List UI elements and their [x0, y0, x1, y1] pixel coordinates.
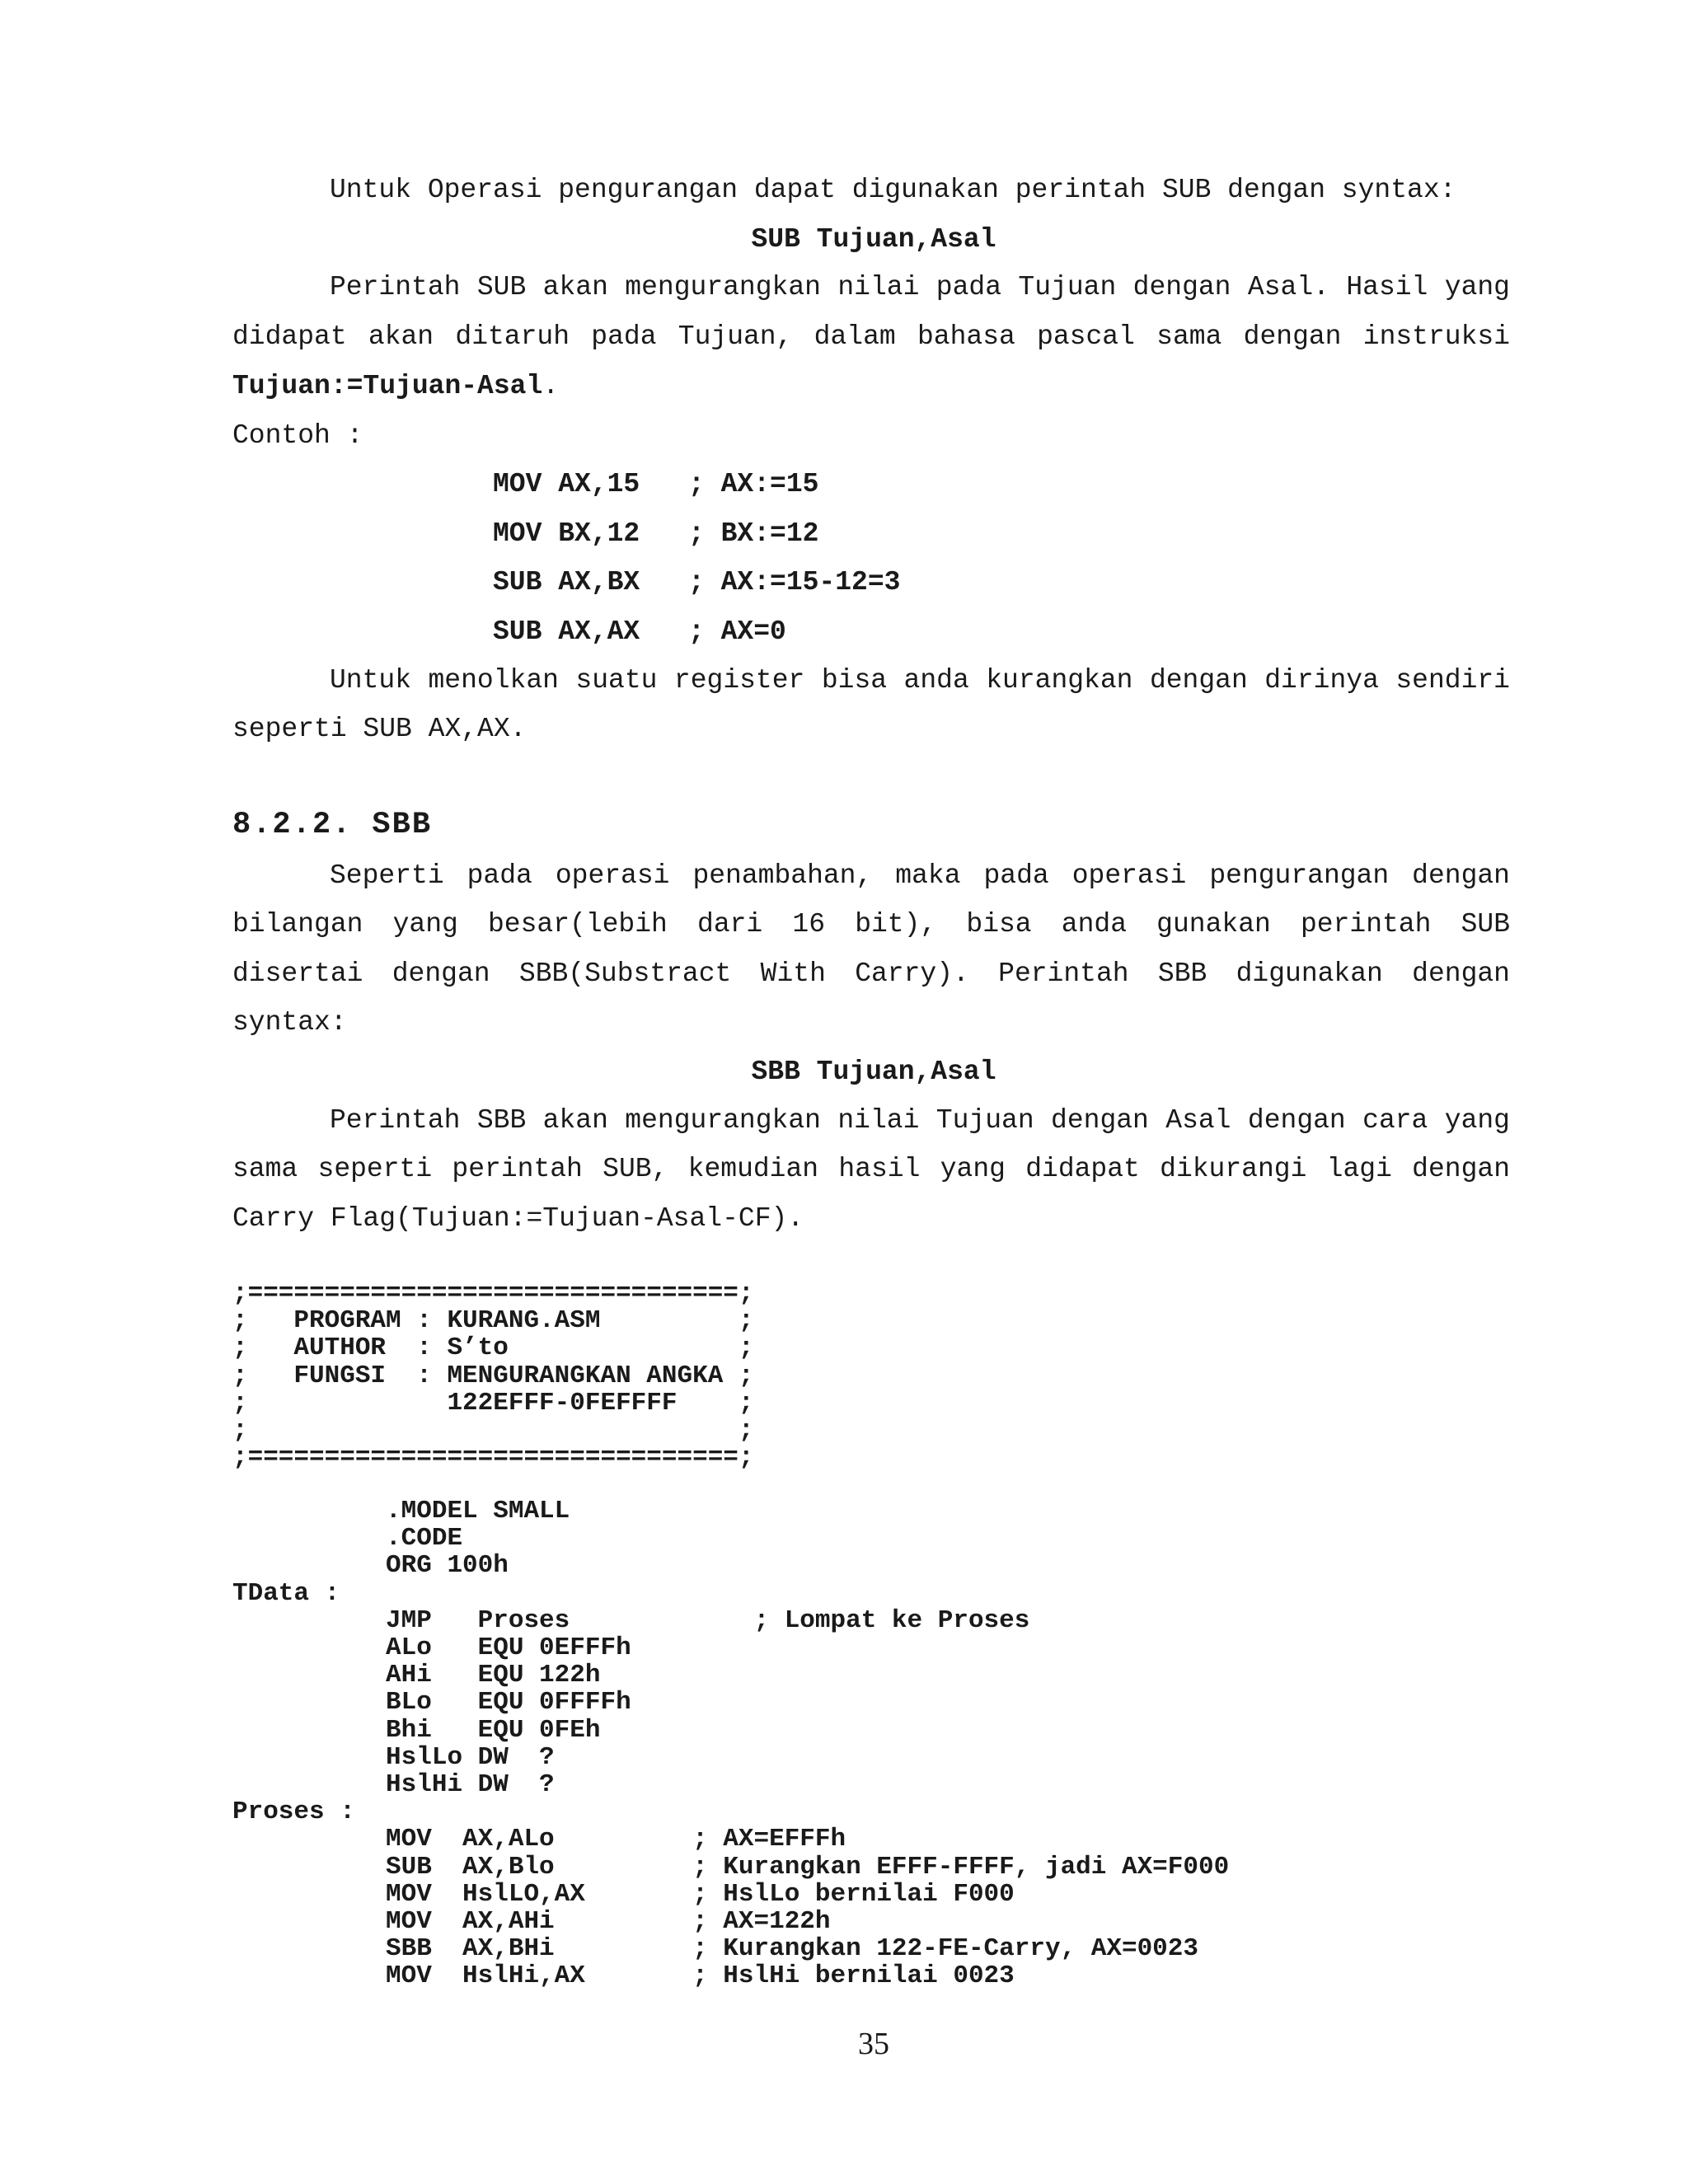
page-number: 35 [858, 2027, 889, 2061]
paragraph-sbb-desc-line1: Perintah SBB akan mengurangkan nilai Tujuan dengan Asal dengan cara yang [330, 1105, 1510, 1136]
example-comment: ; BX:=12 [688, 518, 819, 549]
paragraph-sbb-intro-line1: Seperti pada operasi penambahan, maka pada operasi pengurangan dengan [330, 860, 1510, 891]
example-instr: SUB AX,AX [493, 616, 640, 647]
code-header-comment: ;================================; ; PROGRAM : KURANG.ASM ; ; AUTHOR : S’to ; ; FUNGSI : MENGURANGKAN ANGKA ; ; 122EFFF-0FEFFFF ; ; ; ;================================; [232, 1279, 754, 1473]
example-comment: ; AX:=15-12=3 [688, 567, 901, 598]
paragraph-sub-intro: Untuk Operasi pengurangan dapat digunakan perintah SUB dengan syntax: [330, 175, 1456, 205]
paragraph-zero-line2: seperti SUB AX,AX. [232, 714, 527, 744]
paragraph-sbb-desc-line2: sama seperti perintah SUB, kemudian hasil yang didapat dikurangi lagi dengan [232, 1154, 1510, 1184]
paragraph-sub-desc-line3 [232, 371, 559, 401]
example-instr: MOV BX,12 [493, 518, 640, 549]
example-comment: ; AX:=15 [688, 469, 819, 499]
example-comment: ; AX=0 [688, 616, 786, 647]
syntax-sbb: SBB Tujuan,Asal [751, 1057, 996, 1087]
syntax-sub: SUB Tujuan,Asal [751, 224, 996, 255]
example-instr: MOV AX,15 [493, 469, 640, 499]
paragraph-sub-desc-line2: didapat akan ditaruh pada Tujuan, dalam bahasa pascal sama dengan instruksi [232, 321, 1510, 352]
paragraph-sbb-intro-line4: syntax: [232, 1007, 347, 1038]
paragraph-sbb-desc-line3: Carry Flag(Tujuan:=Tujuan-Asal-CF). [232, 1203, 804, 1234]
code-listing: .MODEL SMALL .CODE ORG 100h TData : JMP Proses ; Lompat ke Proses ALo EQU 0EFFFh AHi EQU 122h BLo EQU 0FFFFh Bhi EQU 0FEh HslLo DW ? HslHi DW ? Proses : MOV AX,ALo ; AX=EFFFh SUB AX,Blo ; Kurangkan EFFF-FFFF, jadi AX=F000 MOV HslLO,AX ; HslLo bernilai F000 MOV AX,AHi ; AX=122h SBB AX,BHi ; Kurangkan 122-FE-Carry, AX=0023 MOV HslHi,AX ; HslHi bernilai 0023 [232, 1497, 1230, 1991]
pascal-expression-period: . [542, 371, 560, 401]
section-heading: 8.2.2. SBB [232, 808, 433, 842]
paragraph-zero-line1: Untuk menolkan suatu register bisa anda kurangkan dengan dirinya sendiri [330, 665, 1510, 696]
contoh-label: Contoh : [232, 420, 363, 451]
paragraph-sub-desc-line1: Perintah SUB akan mengurangkan nilai pada Tujuan dengan Asal. Hasil yang [330, 272, 1510, 302]
pascal-expression: Tujuan:=Tujuan-Asal [232, 371, 543, 401]
paragraph-sbb-intro-line3: disertai dengan SBB(Substract With Carry). Perintah SBB digunakan dengan [232, 958, 1510, 989]
example-instr: SUB AX,BX [493, 567, 640, 598]
paragraph-sbb-intro-line2: bilangan yang besar(lebih dari 16 bit), bisa anda gunakan perintah SUB [232, 909, 1510, 940]
